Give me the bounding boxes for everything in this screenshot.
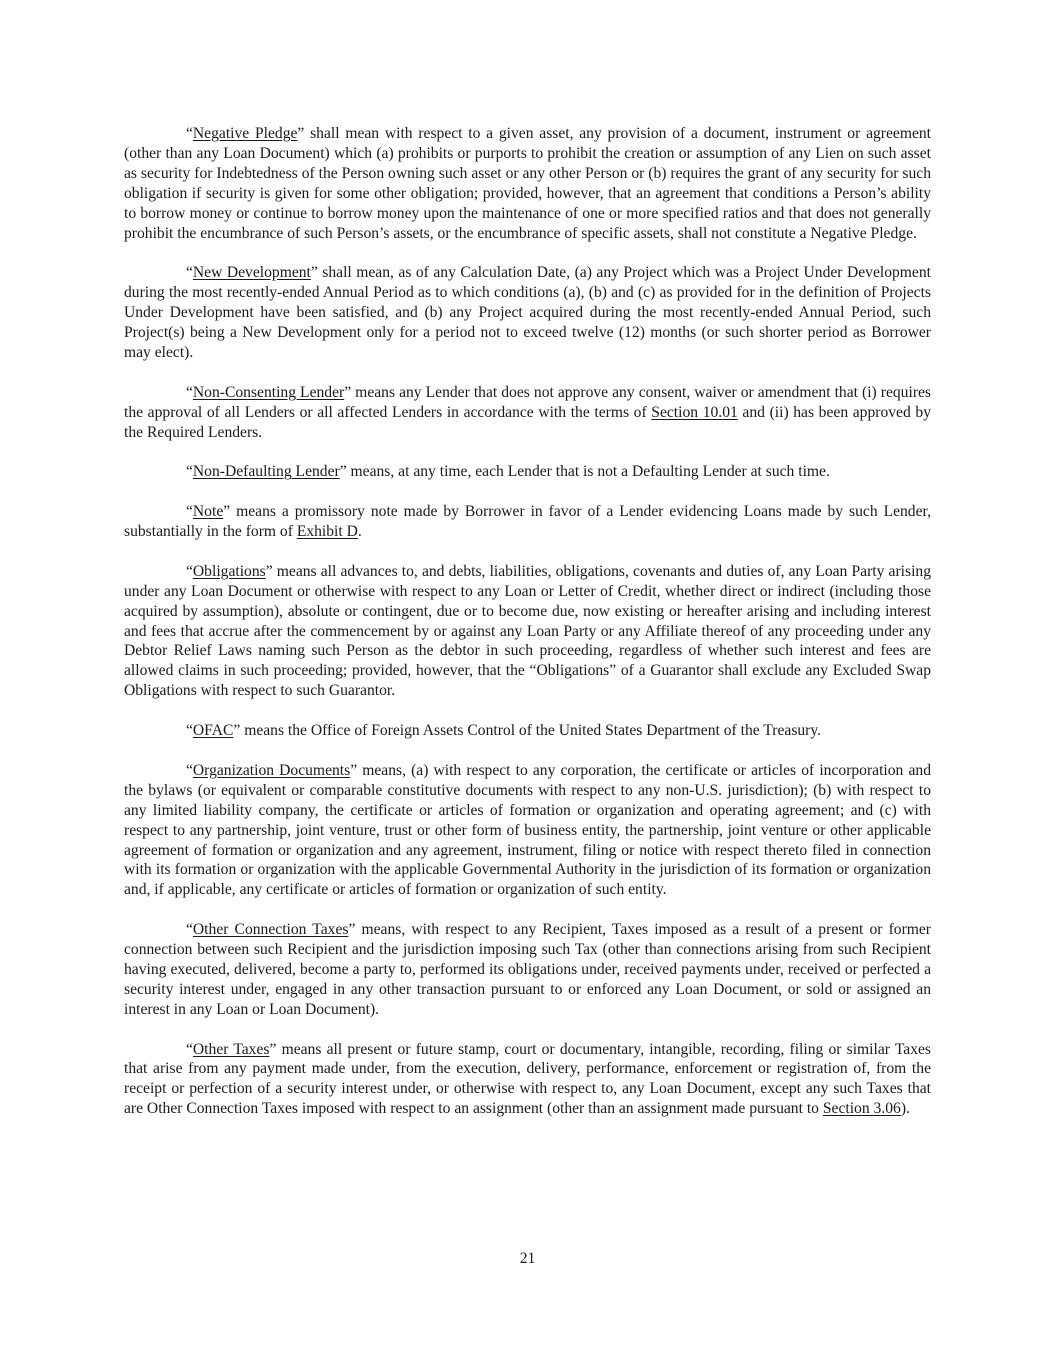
open-quote: “ <box>186 125 193 142</box>
definition-text: ” means, with respect to any Recipient, Taxes imposed as a result of a present or former connection between such Recipient and the jurisdiction imposing such Tax (other than connections arising from such Recipient having executed, delivered, become a party to, performed its obligations under, received payments under, received or perfected a security interest under, engaged in any other transaction pursuant to or enforced any Loan Document, or sold or assigned an interest in any Loan or Loan Document). <box>124 921 931 1018</box>
open-quote: “ <box>186 722 193 740</box>
page-number: 21 <box>519 1250 536 1267</box>
definition-negative-pledge <box>124 124 931 243</box>
exhibit-reference: Exhibit D <box>296 523 358 541</box>
definition-note <box>124 502 931 542</box>
defined-term: OFAC <box>192 722 234 740</box>
document-page <box>124 124 931 1139</box>
definition-text: . <box>357 523 362 541</box>
definition-obligations <box>124 562 931 701</box>
definition-new-development <box>124 263 931 363</box>
definition-non-consenting-lender <box>124 383 931 443</box>
definition-text: ” shall mean with respect to a given asset, any provision of a document, instrument or agreement (other than any Loan Document) which (a) prohibits or purports to prohibit the creation or assumption of any Lien on such asset as security for Indebtedness of the Person owning such asset or any other Person or (b) requires the grant of any security for such obligation if security is given for some other obligation; provided, however, that an agreement that conditions a Person’s ability to borrow money or continue to borrow money upon the maintenance of one or more specified ratios and that does not generally prohibit the encumbrance of such Person’s assets, or the encumbrance of specific assets, shall not constitute a Negative Pledge. <box>124 125 931 242</box>
defined-term: Negative Pledge <box>192 125 298 142</box>
definition-text: ” means a promissory note made by Borrower in favor of a Lender evidencing Loans made by such Lender, substantially in the form of <box>124 503 931 541</box>
definition-other-connection-taxes <box>124 920 931 1020</box>
definition-ofac <box>124 721 931 741</box>
definition-text: ” means any Lender that does not approve any consent, waiver or amendment that (i) requires the approval of all Lenders or all affected Lenders in accordance with the terms of <box>124 383 931 421</box>
open-quote: “ <box>186 383 193 401</box>
definition-text: ” shall mean, as of any Calculation Date, (a) any Project which was a Project Under Development during the most recently-ended Annual Period as to which conditions (a), (b) and (c) as provided for in the definition of Projects Under Development have been satisfied, and (b) any Project acquired during the most recently-ended Annual Period, such Project(s) being a New Development only for a period not to exceed twelve (12) months (or such shorter period as Borrower may elect). <box>124 264 931 361</box>
open-quote: “ <box>186 761 193 779</box>
defined-term: Note <box>192 503 224 521</box>
definition-other-taxes <box>124 1040 931 1120</box>
defined-term: New Development <box>192 264 311 282</box>
open-quote: “ <box>186 1040 193 1058</box>
open-quote: “ <box>186 503 193 521</box>
definition-text: and (ii) has been approved by the Required Lenders. <box>124 403 932 441</box>
open-quote: “ <box>186 562 193 580</box>
defined-term: Other Connection Taxes <box>192 921 349 939</box>
definition-non-defaulting-lender <box>124 462 931 482</box>
defined-term: Other Taxes <box>192 1040 270 1058</box>
open-quote: “ <box>186 921 193 939</box>
definition-text: ). <box>900 1100 910 1118</box>
definition-text: ” means, at any time, each Lender that is not a Defaulting Lender at such time. <box>339 463 830 481</box>
section-reference: Section 3.06 <box>822 1100 901 1118</box>
open-quote: “ <box>186 264 193 282</box>
section-reference: Section 10.01 <box>651 403 738 421</box>
definition-text: ” means all advances to, and debts, liabilities, obligations, covenants and duties of, any Loan Party arising under any Loan Document or otherwise with respect to any Loan or Letter of Credit, whether direct or indirect (including those acquired by assumption), absolute or contingent, due or to become due, now existing or hereafter arising and including interest and fees that accrue after the commencement by or against any Loan Party or any Affiliate thereof of any proceeding under any Debtor Relief Laws naming such Person as the debtor in such proceeding, regardless of whether such interest and fees are allowed claims in such proceeding; provided, however, that the “Obligations” of a Guarantor shall exclude any Excluded Swap Obligations with respect to such Guarantor. <box>124 562 931 700</box>
defined-term: Organization Documents <box>192 761 351 779</box>
definition-text: ” means all present or future stamp, court or documentary, intangible, recording, filing or similar Taxes that arise from any payment made under, from the execution, delivery, performance, enforcement or registration of, from the receipt or perfection of a security interest under, or otherwise with respect to, any Loan Document, except any such Taxes that are Other Connection Taxes imposed with respect to an assignment (other than an assignment made pursuant to <box>124 1040 932 1118</box>
defined-term: Non-Consenting Lender <box>192 383 345 401</box>
open-quote: “ <box>186 463 193 481</box>
definition-text: ” means, (a) with respect to any corporation, the certificate or articles of incorporation and the bylaws (or equivalent or comparable constitutive documents with respect to any non-U.S. jurisdiction); (b) with respect to any limited liability company, the certificate or articles of formation or organization and operating agreement; and (c) with respect to any partnership, joint venture, trust or other form of business entity, the partnership, joint venture or other applicable agreement of formation or organization and any agreement, instrument, filing or notice with respect thereto filed in connection with its formation or organization with the applicable Governmental Authority in the jurisdiction of its formation or organization and, if applicable, any certificate or articles of formation or organization of such entity. <box>124 761 931 899</box>
definition-organization-documents <box>124 761 931 900</box>
defined-term: Obligations <box>192 562 266 580</box>
definition-text: ” means the Office of Foreign Assets Control of the United States Department of the Treasury. <box>233 722 822 740</box>
defined-term: Non-Defaulting Lender <box>192 463 340 481</box>
